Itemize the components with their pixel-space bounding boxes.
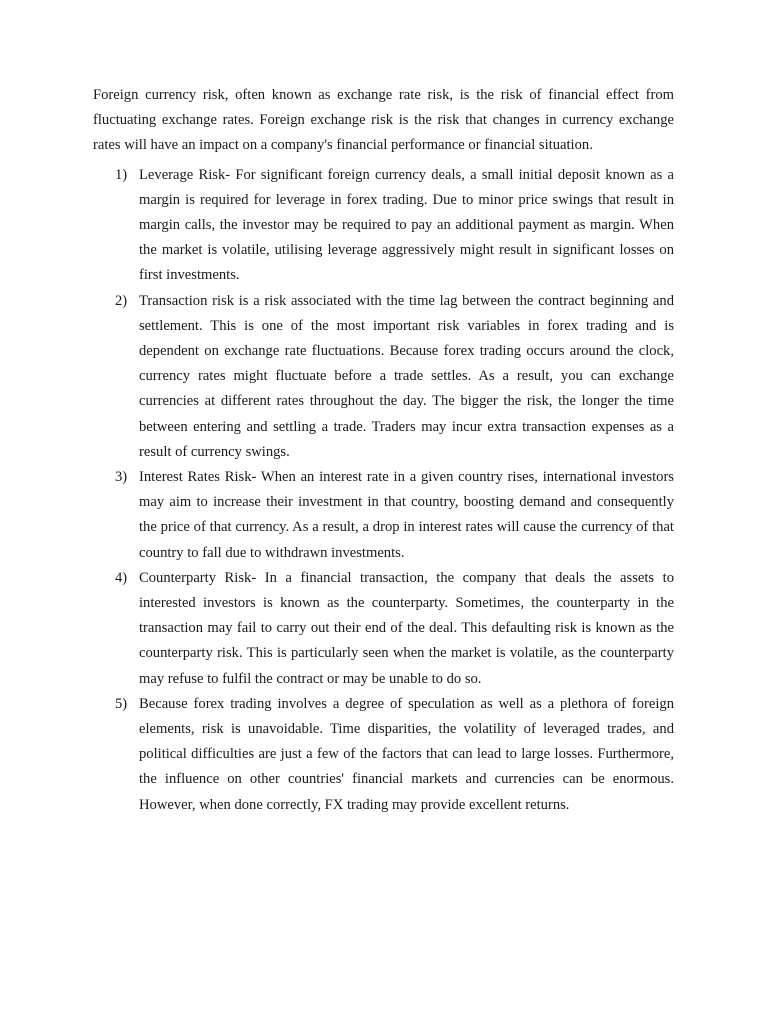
- list-item-number: 1): [115, 166, 128, 183]
- list-item-text: Because forex trading involves a degree of speculation as well as a plethora of foreign elements, risk is unavoidable. Time disparities, the volatility of leveraged trades, and political difficulties are just a few of the factors that can lead to large losses. Furthermore, the influence on other countries' financial markets and currencies can be enormous. However, when done correctly, FX trading may provide excellent returns.: [139, 695, 674, 813]
- list-item-text: Counterparty Risk- In a financial transaction, the company that deals the assets to interested investors is known as the counterparty. Sometimes, the counterparty in the transaction may fail to carry out their end of the deal. This defaulting risk is known as the counterparty risk. This is particularly seen when the market is volatile, as the counterparty may refuse to fulfil the contract or may be unable to do so.: [139, 569, 674, 687]
- list-item-number: 5): [115, 695, 128, 712]
- risk-list: [93, 163, 674, 818]
- list-item-number: 2): [115, 292, 128, 309]
- list-item-text: Leverage Risk- For significant foreign currency deals, a small initial deposit known as a margin is required for leverage in forex trading. Due to minor price swings that result in margin calls, the investor may be required to pay an additional payment as margin. When the market is volatile, utilising leverage aggressively might result in significant losses on first investments.: [139, 166, 674, 284]
- list-item-number: 3): [115, 469, 128, 486]
- list-item-text: Transaction risk is a risk associated with the time lag between the contract beginning and settlement. This is one of the most important risk variables in forex trading and is dependent on exchange rate fluctuations. Because forex trading occurs around the clock, currency rates might fluctuate before a trade settles. As a result, you can exchange currencies at different rates throughout the day. The bigger the risk, the longer the time between entering and settling a trade. Traders may incur extra transaction expenses as a result of currency swings.: [139, 292, 674, 460]
- document-body: [93, 83, 674, 818]
- list-item-number: 4): [115, 569, 128, 586]
- intro-paragraph: Foreign currency risk, often known as exchange rate risk, is the risk of financial effect from fluctuating exchange rates. Foreign exchange risk is the risk that changes in currency exchange rates will have an impact on a company's financial performance or financial situation.: [93, 87, 674, 154]
- list-item-leverage-risk: [93, 163, 674, 289]
- list-item-counterparty-risk: [93, 566, 674, 692]
- list-item-speculation-risk: [93, 692, 674, 818]
- list-item-interest-rates-risk: [93, 465, 674, 566]
- list-item-transaction-risk: [93, 289, 674, 465]
- list-item-text: Interest Rates Risk- When an interest rate in a given country rises, international investors may aim to increase their investment in that country, boosting demand and consequently the price of that currency. As a result, a drop in interest rates will cause the currency of that country to fall due to withdrawn investments.: [139, 469, 674, 561]
